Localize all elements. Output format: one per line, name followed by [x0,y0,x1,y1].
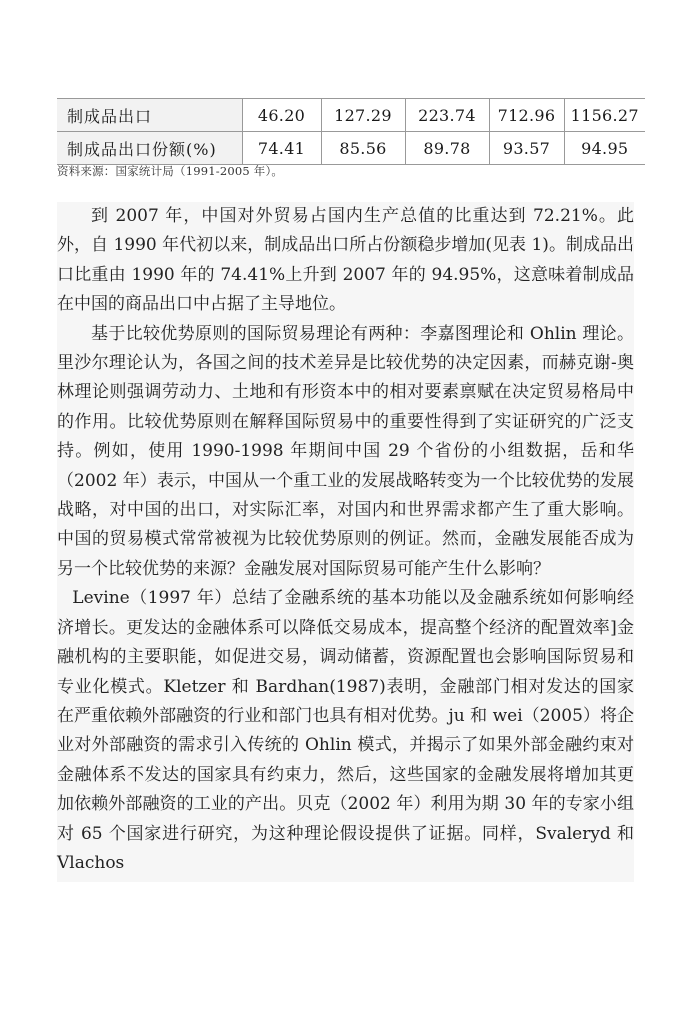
paragraph: Levine（1997 年）总结了金融系统的基本功能以及金融系统如何影响经济增长。更发达的金融体系可以降低交易成本，提高整个经济的配置效率]金融机构的主要职能，如促进交易，调动储蓄，资源配置也会影响国际贸易和专业化模式。Kletzer 和 Bardhan(1987)表明，金融部门相对发达的国家在严重依赖外部融资的行业和部门也具有相对优势。ju 和 wei（2005）将企业对外部融资的需求引入传统的 Ohlin 模式，并揭示了如果外部金融约束对金融体系不发达的国家具有约束力，然后，这些国家的金融发展将增加其更加依赖外部融资的工业的产出。贝克（2002 年）利用为期 30 年的专家小组对 65 个国家进行研究，为这种理论假设提供了证据。同样，Svaleryd 和 Vlachos [57,588,634,873]
table-cell: 712.96 [489,99,564,132]
paragraph: 基于比较优势原则的国际贸易理论有两种：李嘉图理论和 Ohlin 理论。里沙尔理论认为，各国之间的技术差异是比较优势的决定因素，而赫克谢-奥林理论则强调劳动力、土地和有形资本中的相对要素禀赋在决定贸易格局中的作用。比较优势原则在解释国际贸易中的重要性得到了实证研究的广泛支持。例如，使用 1990-1998 年期间中国 29 个省份的小组数据，岳和华（2002 年）表示，中国从一个重工业的发展战略转变为一个比较优势的发展战略，对中国的出口，对实际汇率，对国内和世界需求都产生了重大影响。中国的贸易模式常常被视为比较优势原则的例证。然而，金融发展能否成为另一个比较优势的来源？金融发展对国际贸易可能产生什么影响？ [57,323,634,579]
table-row [57,132,645,165]
table-cell: 46.20 [242,99,321,132]
table-cell: 127.29 [321,99,405,132]
table-cell: 89.78 [405,132,489,165]
table-cell: 85.56 [321,132,405,165]
table-cell: 74.41 [242,132,321,165]
table-cell: 93.57 [489,132,564,165]
paragraph: 到 2007 年，中国对外贸易占国内生产总值的比重达到 72.21%。此外，自 1990 年代初以来，制成品出口所占份额稳步增加(见表 1)。制成品出口比重由 1990 年的 74.41%上升到 2007 年的 94.95%，这意味着制成品在中国的商品出口中占据了主导地位。 [57,206,634,315]
export-table [57,98,645,165]
export-table-container [57,98,645,165]
table-row [57,99,645,132]
table-source-note: 资料来源：国家统计局（1991-2005 年）。 [57,164,284,178]
table-cell: 1156.27 [564,99,645,132]
table-cell: 223.74 [405,99,489,132]
row-label: 制成品出口 [57,99,242,132]
row-label: 制成品出口份额(%) [57,132,242,165]
table-cell: 94.95 [564,132,645,165]
body-text [57,202,634,882]
